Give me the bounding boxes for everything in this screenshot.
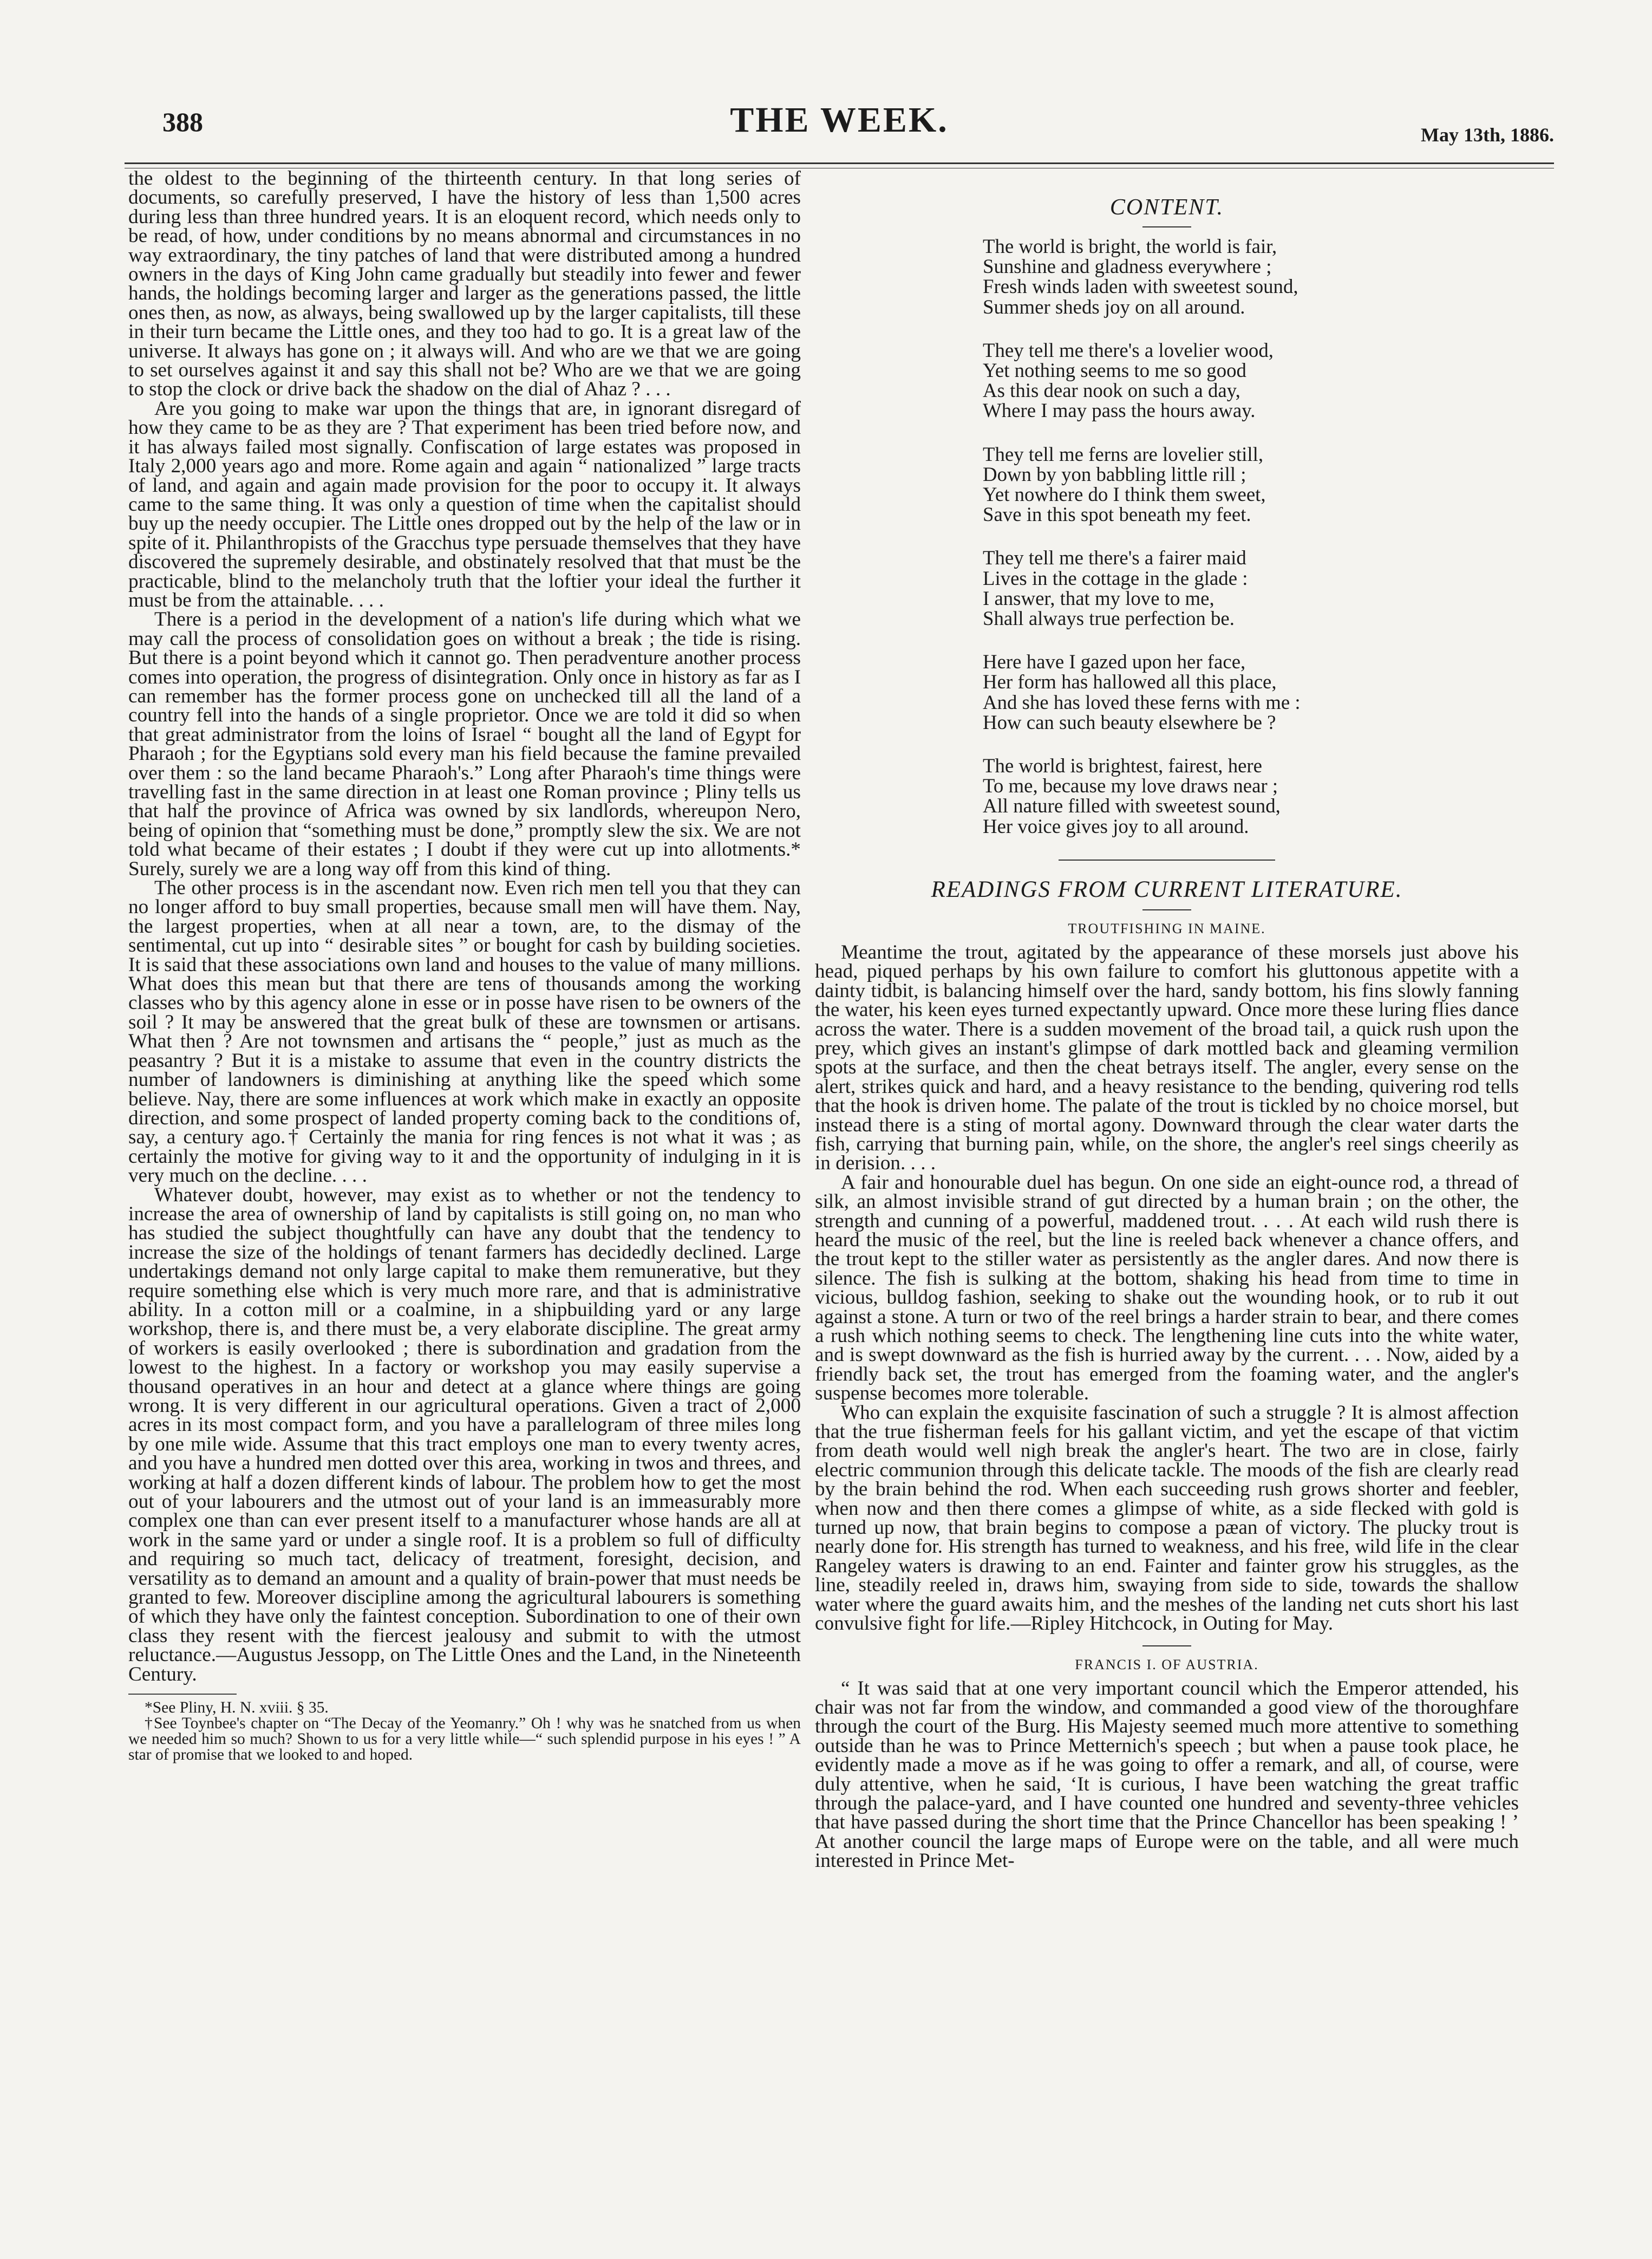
poem bbox=[815, 236, 1519, 836]
divider bbox=[1142, 1645, 1191, 1646]
poem-line: Fresh winds laden with sweetest sound, bbox=[983, 275, 1298, 298]
poem-stanza bbox=[983, 340, 1519, 421]
poem-line: How can such beauty elsewhere be ? bbox=[983, 711, 1276, 733]
poem-line: Here have I gazed upon her face, bbox=[983, 650, 1246, 673]
footnotes bbox=[128, 1700, 801, 1763]
footnote: †See Toynbee's chapter on “The Decay of the Yeomanry.” Oh ! why was he snatched from us when we needed him so much? Shown to us for a very little while—“ such splendid purpose in his eyes ! ” A star of promise that we looked to and hoped. bbox=[128, 1715, 801, 1764]
poem-title: CONTENT. bbox=[1109, 195, 1224, 220]
article-paragraph: The other process is in the ascendant now. Even rich men tell you that they can no longer afford to buy small properties, because small men will have them. Nay, the largest properties, when at all near a town, are, to the dismay of the sentimental, cut up into “ desirable sites ” or bought for cash by building societies. It is said that these associations own land and houses to the value of many millions. What does this mean but that there are tens of thousands among the working classes who by this agency alone in esse or in posse have risen to be owners of the soil ? It may be answered that the great bulk of these are townsmen or artisans. What then ? Are not townsmen and artisans the “ people,” just as much as the peasantry ? But it is a mistake to assume that even in the country districts the number of landowners is diminishing at anything like the speed which some believe. Nay, there are some influences at work which make in exactly an opposite direction, and some prospect of landed property coming back to the conditions of, say, a century ago.† Certainly the mania for ring fences is not what it was ; as certainly the motive for giving way to it and the opportunity of indulging in it is very much on the decline. . . . bbox=[128, 877, 801, 1187]
poem-line: And she has loved these ferns with me : bbox=[983, 691, 1301, 713]
poem-line: Yet nothing seems to me so good bbox=[983, 359, 1246, 382]
poem-line: They tell me ferns are lovelier still, bbox=[983, 442, 1264, 465]
poem-line: They tell me there's a lovelier wood, bbox=[983, 338, 1274, 361]
poem-stanza bbox=[983, 652, 1519, 732]
article-title: FRANCIS I. OF AUSTRIA. bbox=[1075, 1656, 1259, 1672]
article-paragraph: “ It was said that at one very important council which the Emperor attended, his chair was not far from the window, and commanded a good view of the thoroughfare through the court of the Burg. His Majesty seemed much more attentive to something outside than he was to Prince Metternich's speech ; but when a pause took place, he evidently made a move as if he was going to offer a remark, and all, of course, were duly attentive, when he said, ‘It is curious, I have been watching the great traffic through the palace-yard, and I have counted one hundred and seventy-three vehicles that have passed during the short time that the Prince Chancellor has been speaking ! ’ At another council the large maps of Europe were on the table, and all were much interested in Prince Met- bbox=[815, 1677, 1519, 1872]
poem-stanza bbox=[983, 236, 1519, 317]
poem-stanza bbox=[983, 444, 1519, 525]
page-header bbox=[125, 97, 1554, 162]
page-number: 388 bbox=[162, 107, 203, 137]
article-paragraph: Meantime the trout, agitated by the appearance of these morsels just above his head, piqued perhaps by his own failure to comfort his gluttonous appetite with a dainty tidbit, is balancing himself over the hard, sandy bottom, his fins slowly fanning the water, his keen eyes turned expectantly upward. Once more these luring flies dance across the water. There is a sudden movement of the broad tail, a quick rush upon the prey, which gives an instant's glimpse of dark mottled back and gleaming vermilion spots at the surface, and then the cheat betrays itself. The angler, every sense on the alert, strikes quick and hard, and a heavy resistance to the bending, quivering rod tells that the hook is driven home. The palate of the trout is tickled by no choice morsel, but instead there is a sting of mortal agony. Downward through the clear water darts the fish, carrying that burning pain, while, on the shore, the angler's reel sings cheerily as in derision. . . . bbox=[815, 941, 1519, 1175]
poem-line: Summer sheds joy on all around. bbox=[983, 295, 1245, 318]
article-paragraph: Are you going to make war upon the things that are, in ignorant disregard of how they came to be as they are ? That experiment has been tried before now, and it has always failed most signally. Confiscation of large estates was proposed in Italy 2,000 years ago and more. Rome again and again “ nationalized ” large tracts of land, and again and again made provision for the poor to occupy it. It always came to the same thing. It was only a question of time when the capitalist should buy up the needy occupier. The Little ones dropped out by the help of the law or in spite of it. Philanthropists of the Gracchus type persuade themselves that they have discovered the supremely desirable, and obstinately resolved that that must be the practicable, blind to the melancholy truth that the loftier your ideal the further it must be from the attainable. . . . bbox=[128, 397, 801, 611]
issue-date: May 13th, 1886. bbox=[1421, 124, 1554, 146]
masthead: THE WEEK. bbox=[730, 100, 949, 140]
poem-line: They tell me there's a fairer maid bbox=[983, 546, 1246, 569]
left-column bbox=[128, 169, 801, 1763]
article-paragraph: Whatever doubt, however, may exist as to whether or not the tendency to increase the area of ownership of land by capitalists is still going on, no man who has studied the subject thoughtfully can have any doubt that the tendency to increase the size of the holdings of tenant farmers has decidedly declined. Large undertakings demand not only large capital to make them remunerative, but they require something else which is very much more rare, and that is administrative ability. In a cotton mill or a coalmine, in a shipbuilding yard or any large workshop, there is, and there must be, a very elaborate discipline. The great army of workers is easily overlooked ; there is subordination and gradation from the lowest to the highest. In a factory or workshop you may easily supervise a thousand operatives in an hour and detect at a glance where things are going wrong. It is very different in our agricultural operations. Given a tract of 2,000 acres in its most compact form, and you have a parallelogram of three miles long by one mile wide. Assume that this tract employs one man to every twenty acres, and you have a hundred men dotted over this area, working in twos and threes, and working at half a dozen different kinds of labour. The problem how to get the most out of your labourers and the utmost out of your land is an immeasurably more complex one than can ever present itself to a manufacturer whose hands are all at work in the same yard or under a single roof. It is a problem so full of difficulty and requiring so much tact, delicacy of treatment, foresight, decision, and versatility as to demand an amount and a quality of brain-power that must needs be granted to few. Moreover discipline among the agricultural labourers is something of which they have only the faintest conception. Subordination to one of their own class they resent with the fiercest jealousy and submit to with the utmost reluctance.—Augustus Jessopp, on The Little Ones and the Land, in the Nineteenth Century. bbox=[128, 1183, 801, 1685]
poem-line: Shall always true perfection be. bbox=[983, 607, 1235, 630]
poem-line: Where I may pass the hours away. bbox=[983, 399, 1256, 422]
article-paragraph: There is a period in the development of a nation's life during which what we may call the process of consolidation goes on without a break ; the tide is rising. But there is a point beyond which it cannot go. Then peradventure another process comes into operation, the progress of disintegration. Only once in history as far as I can remember has the former process gone on unchecked till all the land of a country fell into the hands of a single proprietor. Once we are told it did so when that great administrator from the loins of Israel “ bought all the land of Egypt for Pharaoh ; for the Egyptians sold every man his field because the famine prevailed over them : so the land became Pharaoh's.” Long after Pharaoh's time things were travelling fast in the same direction in at least one Roman province ; Pliny tells us that half the province of Africa was owned by six landlords, whereupon Nero, being of opinion that “something must be done,” promptly slew the six. We are not told what became of their estates ; I doubt if they were cut up into allotments.* Surely, surely we are a long way off from this kind of thing. bbox=[128, 608, 801, 880]
article-paragraph: A fair and honourable duel has begun. On one side an eight-ounce rod, a thread of silk, an almost invisible strand of gut directed by a human brain ; on the other, the strength and cunning of a powerful, maddened trout. . . . At each wild rush there is heard the music of the reel, but the line is reeled back whenever a chance offers, and the trout kept to the stiller water as persistently as the angler dares. And now there is silence. The fish is sulking at the bottom, shaking his head from time to time in vicious, bulldog fashion, seeking to shake out the wounding hook, or to rub it out against a stone. A turn or two of the reel brings a harder strain to bear, and there comes a rush which nothing seems to check. The lengthening line cuts into the white water, and is swept downward as the fish is hurried away by the current. . . . Now, aided by a friendly back set, the trout has emerged from the foaming water, and the angler's suspense becomes more tolerable. bbox=[815, 1171, 1519, 1405]
divider bbox=[1059, 860, 1275, 861]
divider bbox=[1142, 226, 1191, 227]
article-title: TROUTFISHING IN MAINE. bbox=[1068, 920, 1266, 936]
poem-line: The world is bright, the world is fair, bbox=[983, 235, 1277, 257]
poem-line: Yet nowhere do I think them sweet, bbox=[983, 483, 1266, 506]
poem-line: The world is brightest, fairest, here bbox=[983, 754, 1263, 777]
poem-line: To me, because my love draws near ; bbox=[983, 774, 1278, 797]
article-paragraph: the oldest to the beginning of the thirteenth century. In that long series of documents, so carefully preserved, I have the history of less than 1,500 acres during less than three hundred years. It is an eloquent record, which needs only to be read, of how, under conditions by no means abnormal and circumstances in no way extraordinary, the tiny patches of land that were distributed among a hundred owners in the days of King John came gradually but steadily into fewer and fewer hands, the holdings becoming larger and larger as the generations passed, the little ones then, as now, as always, being swallowed up by the larger capitalists, till these in their turn became the Little ones, and they too had to go. It is a great law of the universe. It always has gone on ; it always will. And who are we that we are going to set ourselves against it and say this shall not be? Who are we that we are going to stop the clock or drive back the shadow on the dial of Ahaz ? . . . bbox=[128, 167, 801, 401]
footnote: *See Pliny, H. N. xviii. § 35. bbox=[145, 1699, 329, 1717]
poem-line: I answer, that my love to me, bbox=[983, 587, 1214, 609]
section-title: READINGS FROM CURRENT LITERATURE. bbox=[931, 876, 1403, 902]
poem-line: Her form has hallowed all this place, bbox=[983, 670, 1277, 693]
article-paragraph: Who can explain the exquisite fascination of such a struggle ? It is almost affection that the true fisherman feels for his gallant victim, and yet the escape of that victim from death would well nigh break the angler's heart. The two are in close, fairly electric communion through this delicate tackle. The moods of the fish are clearly read by the brain behind the rod. When each succeeding rush grows shorter and feebler, when now and then there comes a glimpse of white, as a side flecked with gold is turned up now, that brain begins to compose a pæan of victory. The plucky trout is nearly done for. His strength has turned to weakness, and his free, wild life in the clear Rangeley waters is drawing to an end. Fainter and fainter grow his struggles, as the line, steadily reeled in, draws him, swaying from side to side, towards the shallow water where the guard awaits him, and the meshes of the landing net cuts short his last convulsive fight for life.—Ripley Hitchcock, in Outing for May. bbox=[815, 1401, 1519, 1635]
right-column bbox=[815, 169, 1519, 1871]
poem-line: Down by yon babbling little rill ; bbox=[983, 463, 1246, 485]
header-rule bbox=[125, 162, 1554, 164]
footnote-rule bbox=[128, 1694, 237, 1695]
poem-line: Lives in the cottage in the glade : bbox=[983, 567, 1248, 589]
poem-stanza bbox=[983, 548, 1519, 628]
poem-line: Save in this spot beneath my feet. bbox=[983, 503, 1251, 526]
poem-line: As this dear nook on such a day, bbox=[983, 379, 1240, 402]
poem-line: All nature filled with sweetest sound, bbox=[983, 795, 1281, 817]
poem-line: Her voice gives joy to all around. bbox=[983, 815, 1249, 837]
poem-line: Sunshine and gladness everywhere ; bbox=[983, 255, 1272, 278]
divider bbox=[1142, 909, 1191, 910]
poem-stanza bbox=[983, 756, 1519, 836]
